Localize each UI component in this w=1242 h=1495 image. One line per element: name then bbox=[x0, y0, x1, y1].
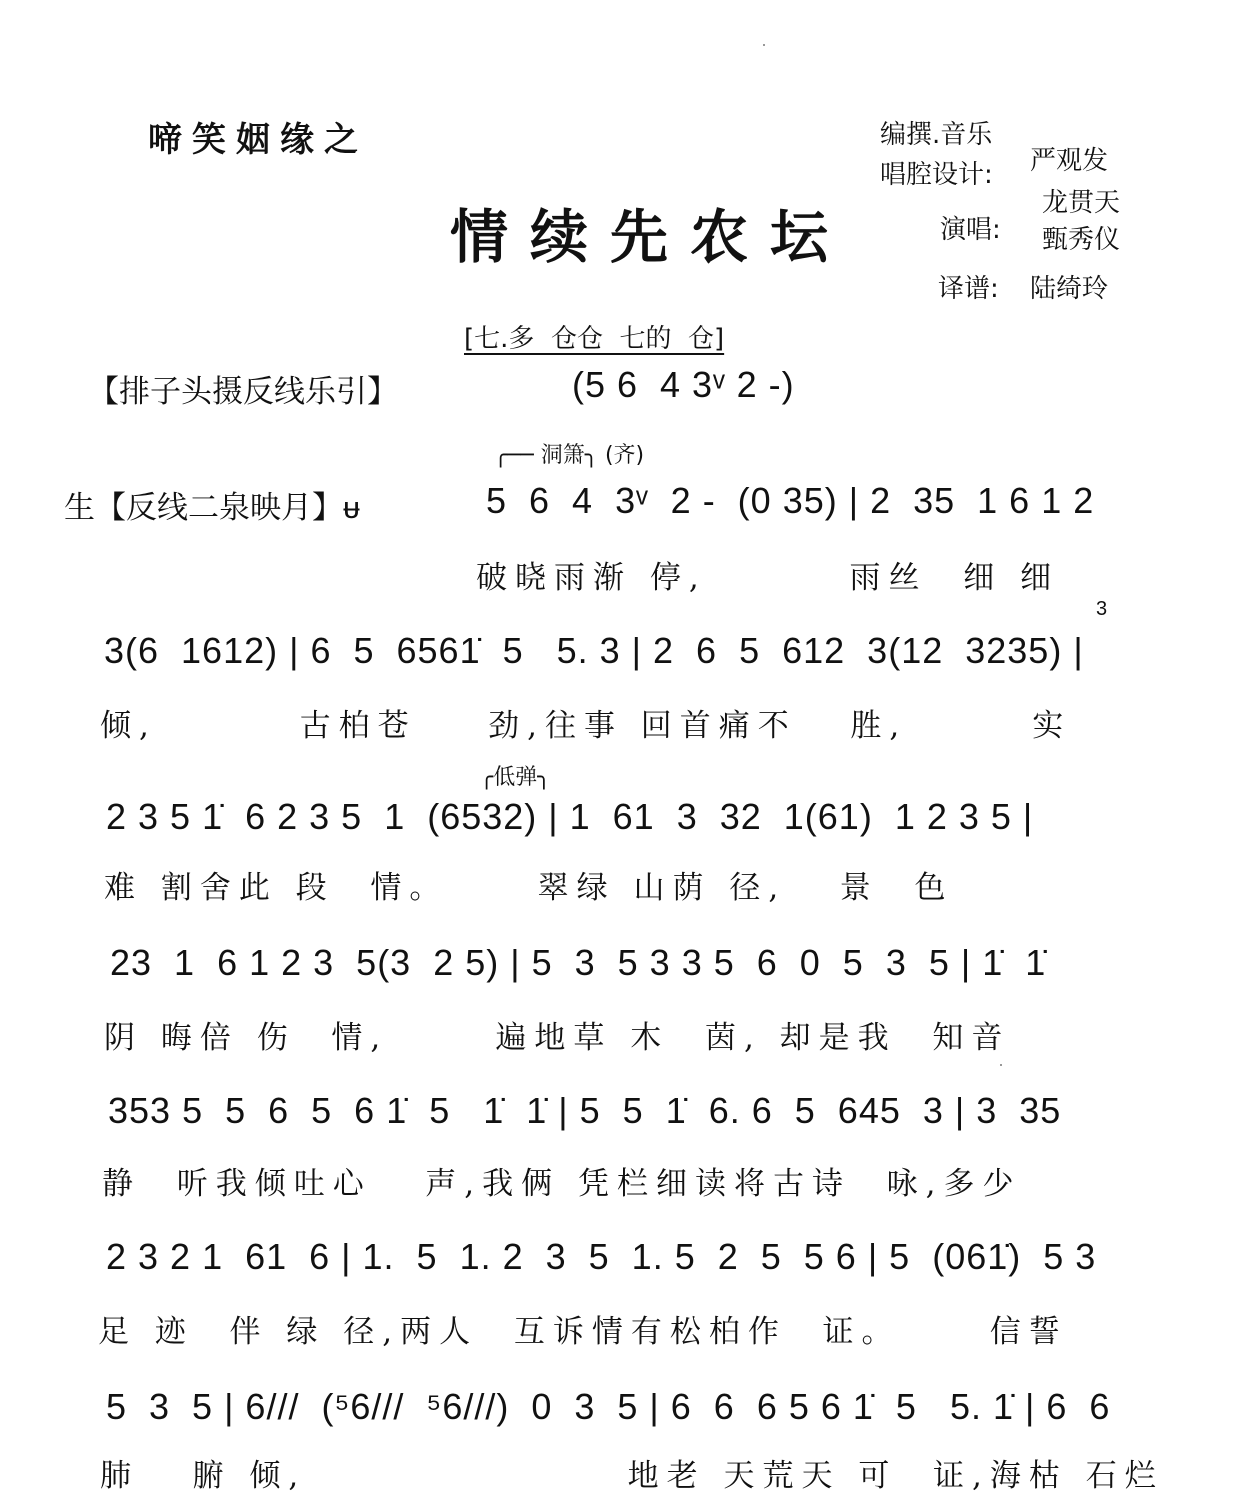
percussion-pattern: [七.多 仓仓 七的 仓] bbox=[464, 324, 725, 354]
credit-vocal-design-label: 唱腔设计: bbox=[880, 160, 993, 190]
section-label-intro: 【排子头摄反线乐引】 bbox=[88, 374, 398, 410]
notes-line-5: 353 5 5 6 5 6 1̇ 5 1̇ 1̇ | 5 5 1̇ 6. 6 5 645 3 | 3 35 bbox=[108, 1090, 1062, 1131]
notes-line-7: 5 3 5 | 6/// (⁵6/// ⁵6///) 0 3 5 | 6 6 6 5 6 1̇ 5 5. 1̇ | 6 6 bbox=[106, 1386, 1111, 1427]
credit-transcribe-label: 译谱: bbox=[938, 274, 999, 304]
lyrics-line-5: 静 听我倾吐心 声,我俩 凭栏细读将古诗 咏,多少 bbox=[102, 1166, 1022, 1202]
credit-vocal-design-name: 严观发 bbox=[1030, 146, 1109, 176]
credit-transcriber: 陆绮玲 bbox=[1030, 274, 1109, 304]
credit-singer-2: 甄秀仪 bbox=[1042, 225, 1121, 255]
scan-speck bbox=[763, 44, 765, 46]
scan-speck bbox=[1000, 1064, 1002, 1066]
tuplet-mark: 3 bbox=[1096, 598, 1108, 620]
notes-line-6: 2 3 2 1 61 6 | 1. 5 1. 2 3 5 1. 5 2 5 5 6 | 5 (061̇) 5 3 bbox=[106, 1236, 1097, 1277]
credit-singer-1: 龙贯天 bbox=[1042, 188, 1121, 218]
notes-line-1: 5 6 4 3ᵛ 2 - (0 35) | 2 35 1 6 1 2 bbox=[486, 480, 1095, 521]
credit-singer-label: 演唱: bbox=[940, 215, 1001, 245]
lyrics-line-4: 阴 晦倍 伤 情, 遍地草 木 茵, 却是我 知音 bbox=[104, 1020, 1011, 1056]
credit-compose-label: 编撰.音乐 bbox=[880, 120, 993, 150]
lyrics-line-1: 破晓雨渐 停, 雨丝 细 细 bbox=[476, 560, 1060, 596]
lyrics-line-6: 足 迹 伴 绿 径,两人 互诉情有松柏作 证。 信誓 bbox=[98, 1314, 1068, 1350]
notes-line-4: 23 1 6 1 2 3 5(3 2 5) | 5 3 5 3 3 5 6 0 5 3 5 | 1̇ 1̇ bbox=[110, 942, 1047, 983]
song-title: 情续先农坛 bbox=[450, 203, 851, 271]
intro-notes: (5 6 4 3ᵛ 2 -) bbox=[572, 364, 795, 405]
series-title: 啼笑姻缘之 bbox=[148, 120, 368, 160]
annotation-didan: ╭低弹╮ bbox=[480, 765, 551, 790]
notes-line-2: 3(6 1612) | 6 5 6561̇ 5 5. 3 | 2 6 5 612 3(12 3235) | bbox=[104, 630, 1084, 671]
notes-line-3: 2 3 5 1̇ 6 2 3 5 1 (6532) | 1 61 3 32 1(61) 1 2 3 5 | bbox=[106, 796, 1034, 837]
lyrics-line-3: 难 割舍此 段 情。 翠绿 山荫 径, 景 色 bbox=[104, 870, 954, 906]
lyrics-line-2: 倾, 古柏苍 劲,往事 回首痛不 胜, 实 bbox=[100, 708, 1072, 744]
section-label-line1: 生【反线二泉映月】ᵾ bbox=[64, 490, 360, 526]
annotation-dongxiao: ╭── 洞箫╮ (齐) bbox=[494, 443, 645, 468]
lyrics-line-7: 肺 腑 倾, 地老 天荒天 可 证,海枯 石烂 bbox=[100, 1458, 1164, 1494]
